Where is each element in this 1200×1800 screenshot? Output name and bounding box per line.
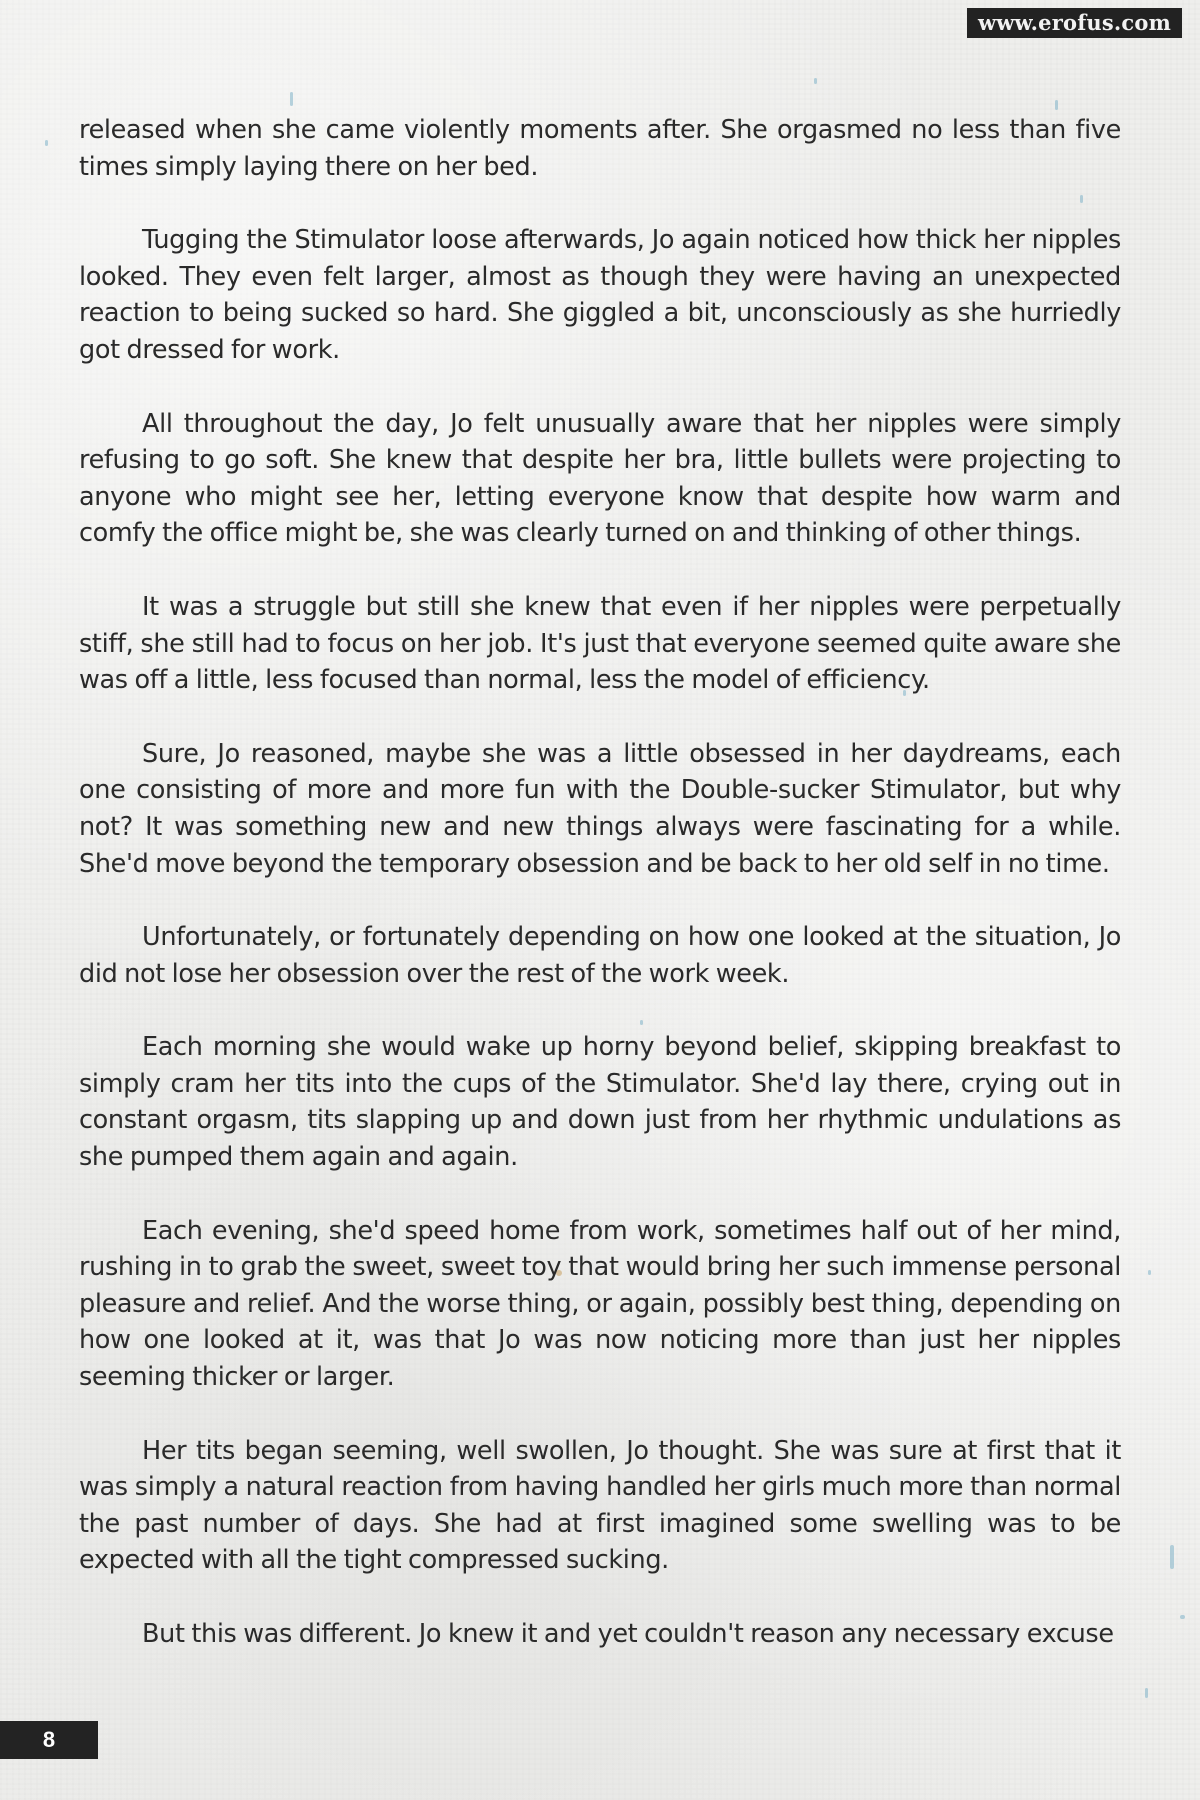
paragraph: released when she came violently moments after. She orgasmed no less than five times simply laying there on her bed.	[79, 115, 1121, 182]
paragraph: Unfortunately, or fortunately depending on how one looked at the situation, Jo did not lose her obsession over the rest of the work week.	[79, 922, 1121, 989]
paragraph: Tugging the Stimulator loose afterwards, Jo again noticed how thick her nipples looked. They even felt larger, almost as though they were having an unexpected reaction to being sucked so hard. She giggled a bit, unconsciously as she hurriedly got dressed for work.	[79, 225, 1121, 365]
story-text	[79, 112, 1121, 1690]
paragraph: But this was different. Jo knew it and yet couldn't reason any necessary excuse	[142, 1619, 1114, 1649]
paper-speck	[1180, 1615, 1185, 1619]
paper-speck	[290, 92, 293, 106]
paragraph: Sure, Jo reasoned, maybe she was a little obsessed in her daydreams, each one consisting of more and more fun with the Double-sucker Stimulator, but why not? It was something new and new things always were fascinating for a while. She'd move beyond the temporary obsession and be back to her old self in no time.	[79, 738, 1121, 879]
paragraph: It was a struggle but still she knew that even if her nipples were perpetually stiff, she still had to focus on her job. It's just that everyone seemed quite aware she was off a little, less focused than normal, less the model of efficiency.	[79, 591, 1121, 696]
paper-speck	[1055, 100, 1058, 110]
watermark: www.erofus.com	[967, 8, 1182, 38]
paper-speck	[45, 140, 48, 146]
paragraph: Each evening, she'd speed home from work, sometimes half out of her mind, rushing in to grab the sweet, sweet toy that would bring her such immense personal pleasure and relief. And the worse thing, or again, possibly best thing, depending on how one looked at it, was that Jo was now noticing more than just her nipples seeming thicker or larger.	[79, 1215, 1121, 1393]
paragraph: All throughout the day, Jo felt unusually aware that her nipples were simply refusing to go soft. She knew that despite her bra, little bullets were projecting to anyone who might see her, letting everyone know that despite how warm and comfy the office might be, she was clearly turned on and thinking of other things.	[79, 408, 1121, 549]
paragraph: Each morning she would wake up horny beyond belief, skipping breakfast to simply cram her tits into the cups of the Stimulator. She'd lay there, crying out in constant orgasm, tits slapping up and down just from her rhythmic undulations as she pumped them again and again.	[79, 1032, 1121, 1173]
page-number: 8	[0, 1721, 98, 1759]
paragraph: Her tits began seeming, well swollen, Jo thought. She was sure at first that it was simply a natural reaction from having handled her girls much more than normal the past number of days. She had at first imagined some swelling was to be expected with all the tight compressed sucking.	[79, 1435, 1121, 1576]
paper-speck	[1145, 1688, 1148, 1698]
paper-speck	[814, 78, 817, 84]
paper-speck	[1148, 1270, 1151, 1275]
paper-speck	[1170, 1545, 1174, 1569]
